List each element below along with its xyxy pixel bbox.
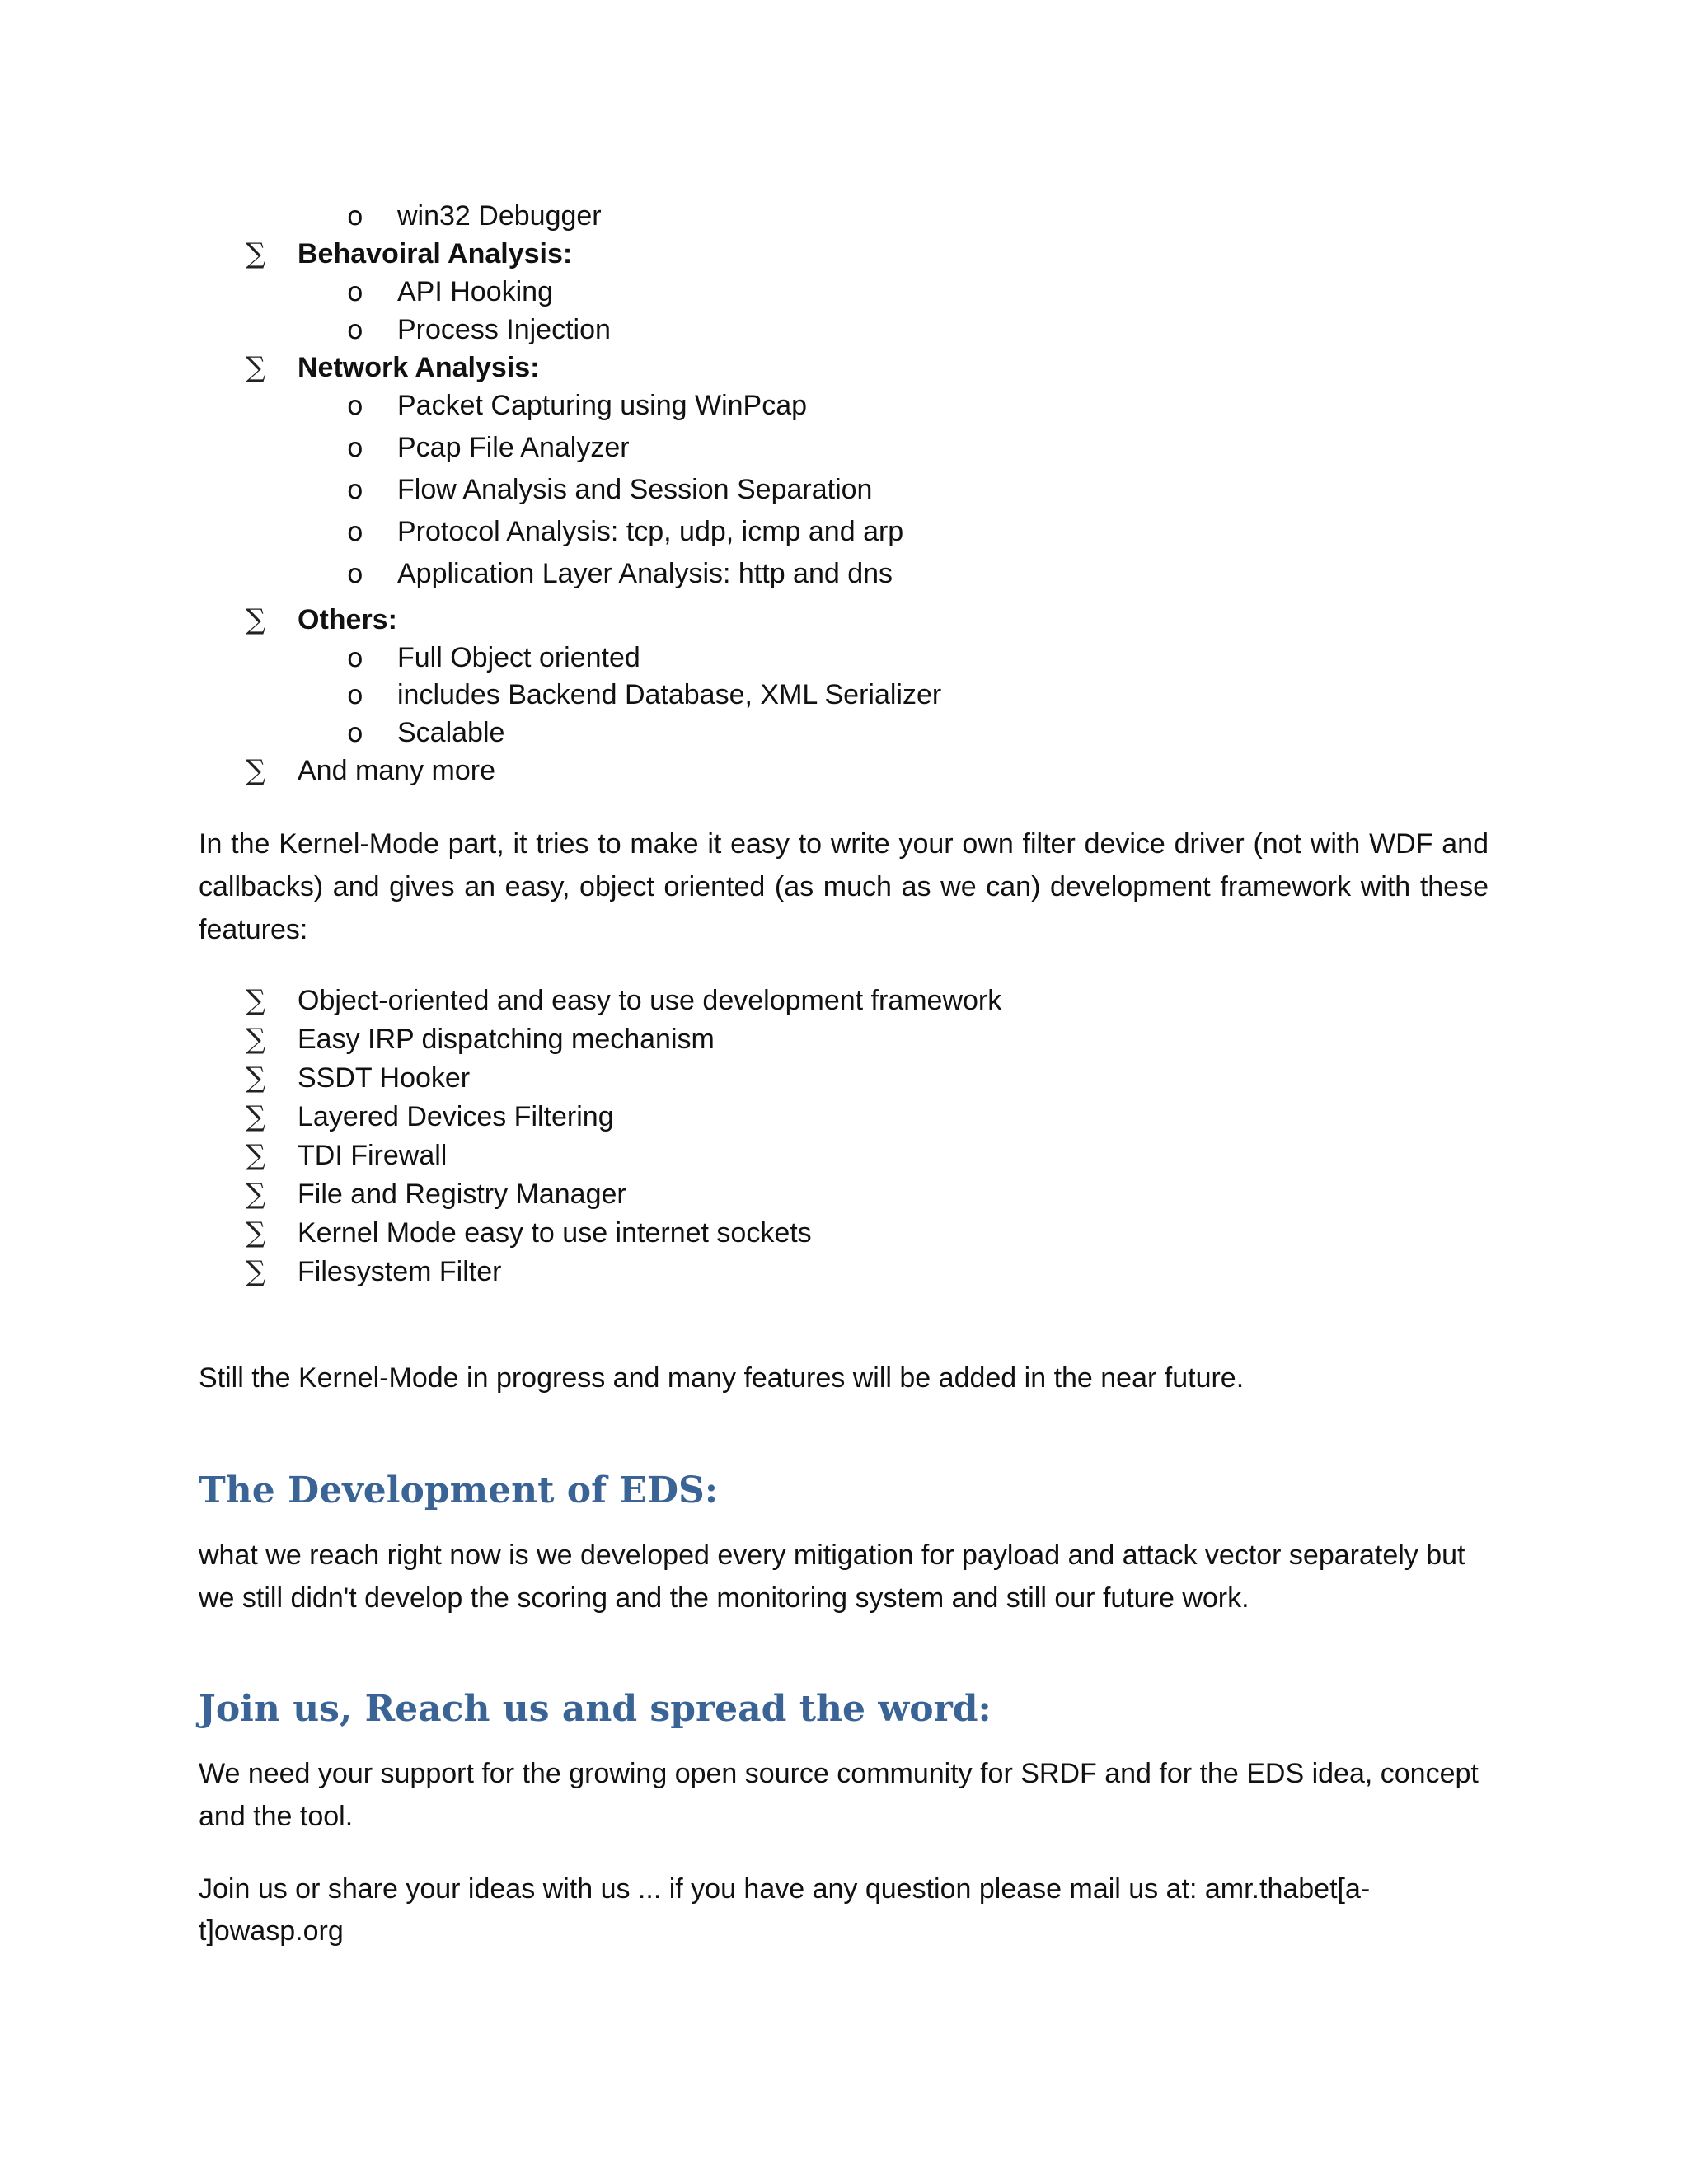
sigma-bullet-icon: ∑ xyxy=(246,1255,266,1288)
sigma-bullet-icon: ∑ xyxy=(246,603,266,636)
sigma-bullet-icon: ∑ xyxy=(246,237,266,270)
development-paragraph: what we reach right now is we developed every mitigation for payload and attack vector separately but we still didn't develop the scoring and the monitoring system and still our future work. xyxy=(199,1540,1465,1614)
circle-bullet-icon: o xyxy=(347,642,363,673)
sigma-bullet-icon: ∑ xyxy=(246,984,266,1017)
circle-bullet-icon: o xyxy=(347,432,363,463)
sigma-bullet-icon: ∑ xyxy=(246,1023,266,1056)
list-item: Scalable xyxy=(397,717,505,748)
circle-bullet-icon: o xyxy=(347,516,363,547)
feature-item: Object-oriented and easy to use development framework xyxy=(298,985,1002,1016)
list-item-more: And many more xyxy=(298,755,495,786)
circle-bullet-icon: o xyxy=(347,200,363,232)
feature-item: Layered Devices Filtering xyxy=(298,1101,614,1132)
sigma-bullet-icon: ∑ xyxy=(246,754,266,787)
sigma-bullet-icon: ∑ xyxy=(246,1139,266,1172)
list-item: Full Object oriented xyxy=(397,642,640,673)
sigma-bullet-icon: ∑ xyxy=(246,351,266,384)
circle-bullet-icon: o xyxy=(347,558,363,589)
list-heading-behavioral: Behavoiral Analysis: xyxy=(298,238,573,269)
contact-line-1: Join us or share your ideas with us ... if you have any question please mail us at: amr.thabet[a- xyxy=(199,1873,1371,1905)
list-heading-others: Others: xyxy=(298,604,397,635)
sigma-bullet-icon: ∑ xyxy=(246,1100,266,1133)
sigma-bullet-icon: ∑ xyxy=(246,1178,266,1211)
feature-item: Kernel Mode easy to use internet sockets xyxy=(298,1217,812,1249)
feature-item: Easy IRP dispatching mechanism xyxy=(298,1024,715,1055)
feature-item: TDI Firewall xyxy=(298,1140,448,1171)
list-item: includes Backend Database, XML Serializer xyxy=(397,679,942,710)
feature-item: Filesystem Filter xyxy=(298,1256,502,1287)
list-item: Packet Capturing using WinPcap xyxy=(397,390,808,421)
sigma-bullet-icon: ∑ xyxy=(246,1062,266,1094)
list-item: API Hooking xyxy=(397,276,553,307)
kernel-progress-paragraph: Still the Kernel-Mode in progress and many features will be added in the near future. xyxy=(199,1362,1245,1394)
sigma-bullet-icon: ∑ xyxy=(246,1216,266,1249)
section-heading-join: Join us, Reach us and spread the word: xyxy=(199,1688,992,1730)
join-paragraph: We need your support for the growing open source community for SRDF and for the EDS idea, concept and the tool. xyxy=(199,1758,1479,1832)
circle-bullet-icon: o xyxy=(347,276,363,307)
list-item: Process Injection xyxy=(397,314,611,345)
list-item: Protocol Analysis: tcp, udp, icmp and arp xyxy=(397,516,904,547)
circle-bullet-icon: o xyxy=(347,474,363,505)
list-item: win32 Debugger xyxy=(397,200,602,232)
circle-bullet-icon: o xyxy=(347,717,363,748)
list-item: Flow Analysis and Session Separation xyxy=(397,474,873,505)
section-heading-development: The Development of EDS: xyxy=(199,1469,719,1511)
list-item: Pcap File Analyzer xyxy=(397,432,630,463)
list-item: Application Layer Analysis: http and dns xyxy=(397,558,893,589)
list-heading-network: Network Analysis: xyxy=(298,352,540,383)
feature-item: File and Registry Manager xyxy=(298,1179,626,1210)
circle-bullet-icon: o xyxy=(347,390,363,421)
kernel-intro-paragraph: In the Kernel-Mode part, it tries to make it easy to write your own filter device driver (not with WDF and callbacks) and gives an easy, object oriented (as much as we can) development framework with these features: xyxy=(199,828,1489,945)
circle-bullet-icon: o xyxy=(347,314,363,345)
circle-bullet-icon: o xyxy=(347,679,363,710)
feature-item: SSDT Hooker xyxy=(298,1062,471,1094)
contact-line-2: t]owasp.org xyxy=(199,1915,344,1947)
